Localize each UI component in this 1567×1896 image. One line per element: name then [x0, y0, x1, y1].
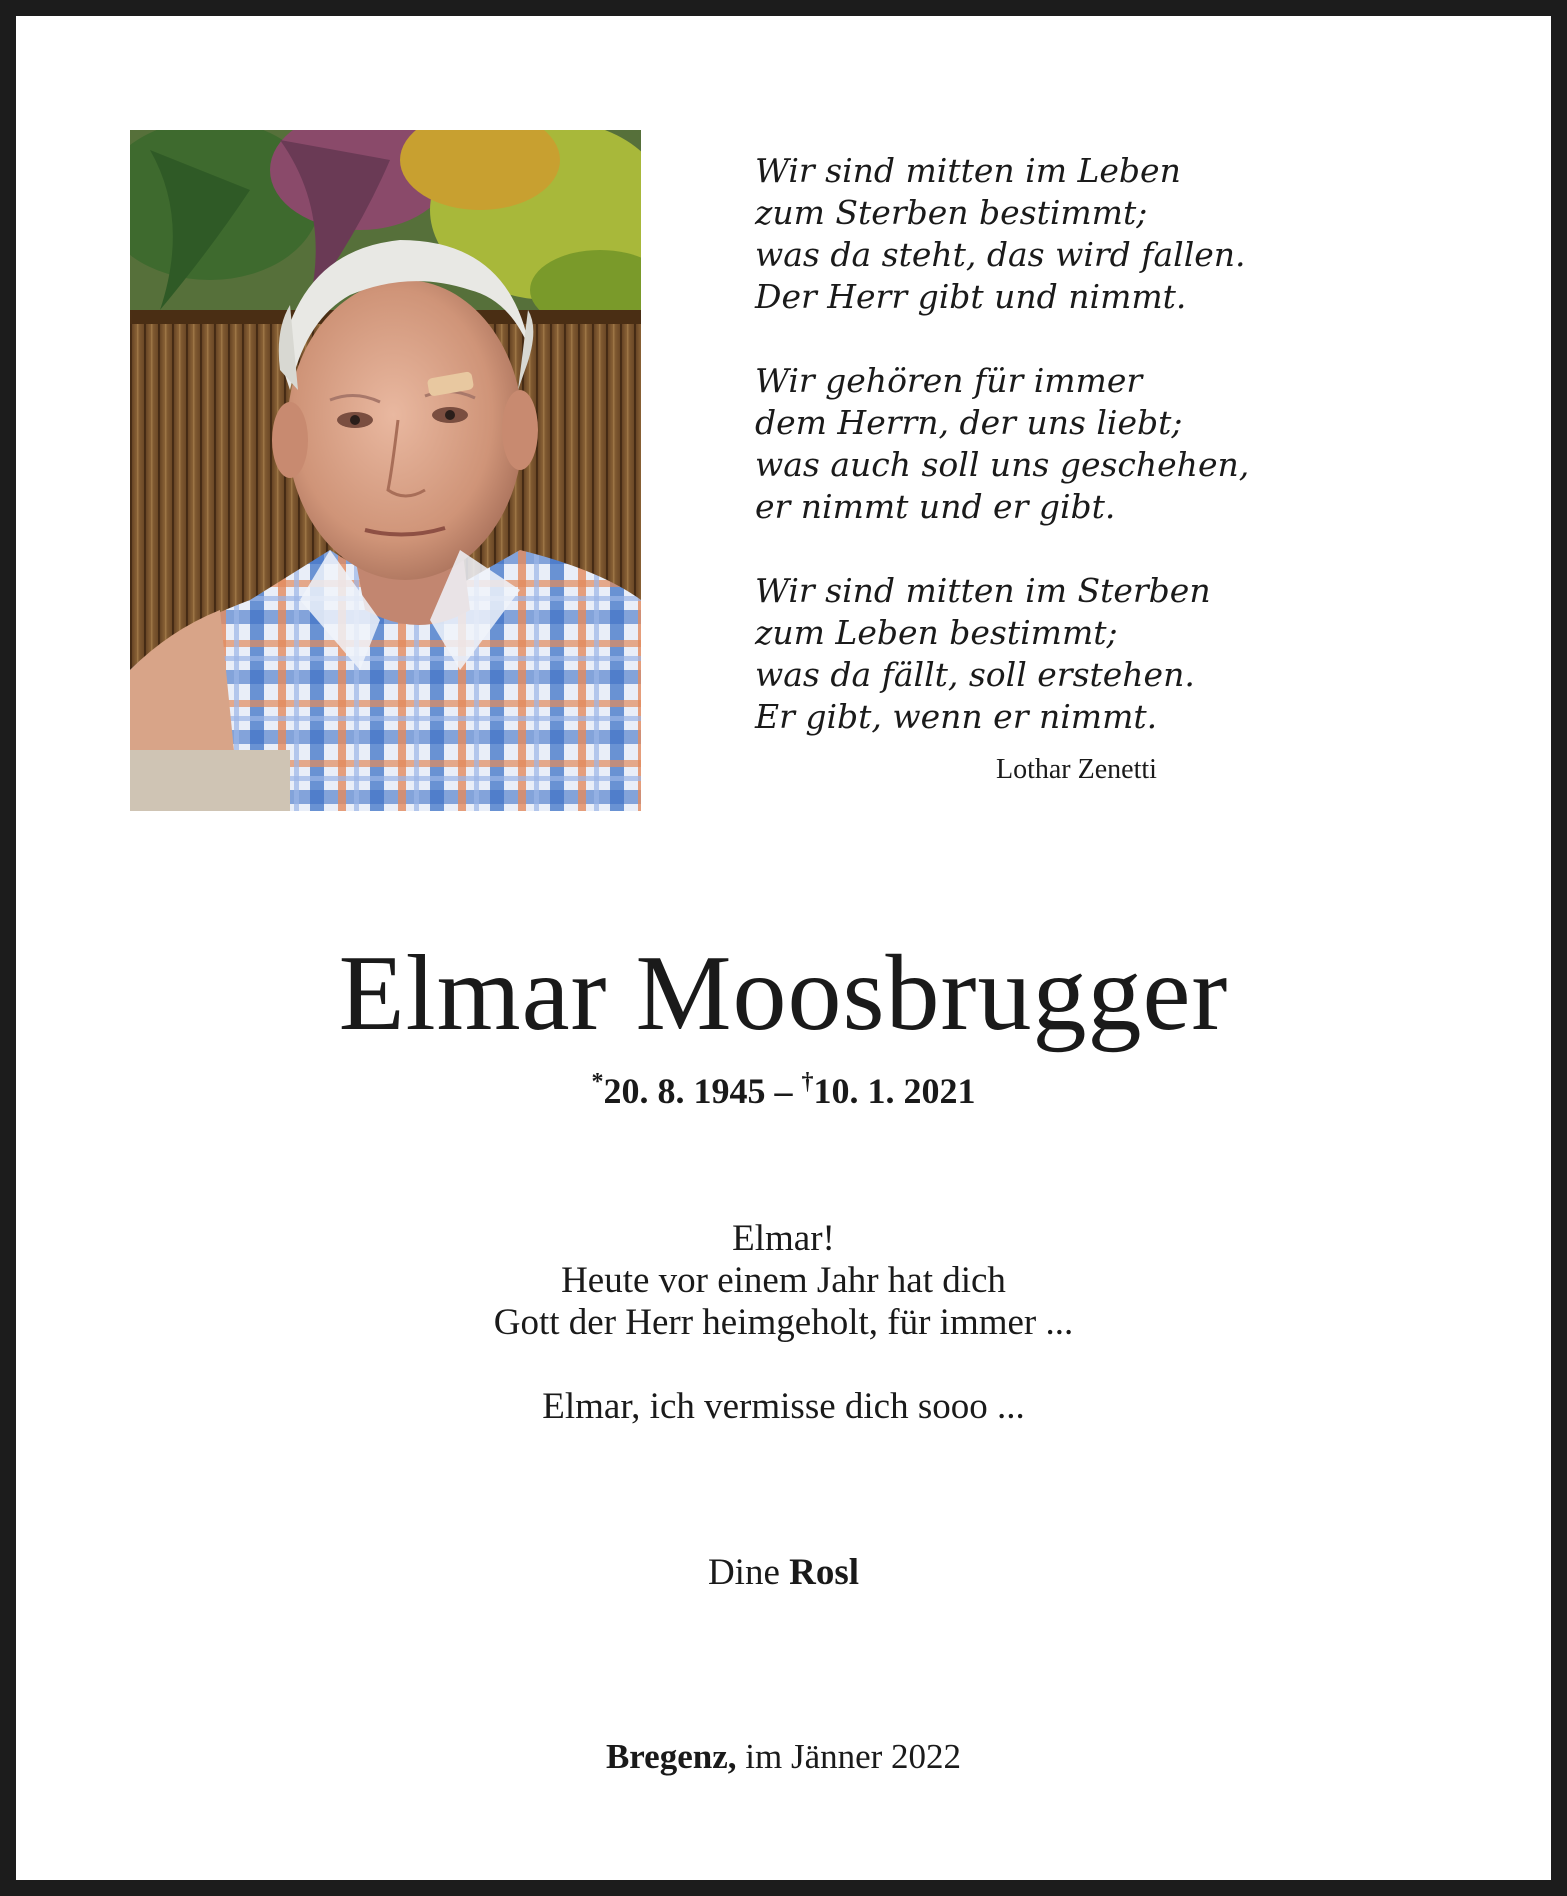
poem-stanza-3 [755, 570, 1315, 738]
poem-author: Lothar Zenetti [996, 754, 1157, 785]
birth-symbol: * [591, 1069, 604, 1095]
message-line: Heute vor einem Jahr hat dich [561, 1260, 1006, 1301]
poem-line: zum Sterben bestimmt; [755, 193, 1148, 232]
death-date: 10. 1. 2021 [813, 1071, 976, 1111]
portrait-photo [130, 130, 641, 811]
death-symbol: † [801, 1069, 814, 1095]
birth-date: 20. 8. 1945 [603, 1071, 766, 1111]
deceased-name: Elmar Moosbrugger [338, 934, 1229, 1053]
poem-line: Wir sind mitten im Leben [755, 151, 1181, 190]
poem-line: was da fällt, soll erstehen. [755, 655, 1195, 694]
poem [755, 150, 1315, 738]
poem-stanza-1 [755, 150, 1315, 318]
obituary-page [16, 16, 1551, 1880]
place-date: im Jänner 2022 [745, 1737, 962, 1776]
place-and-date [16, 1734, 1551, 1780]
poem-line: Wir sind mitten im Sterben [755, 571, 1211, 610]
poem-line: Der Herr gibt und nimmt. [755, 277, 1187, 316]
signature-name: Rosl [789, 1552, 860, 1593]
signature [16, 1550, 1551, 1596]
memorial-message [16, 1218, 1551, 1428]
poem-line: Wir gehören für immer [755, 361, 1143, 400]
date-separator: – [765, 1071, 802, 1111]
poem-line: was auch soll uns geschehen, [755, 445, 1250, 484]
place-city: Bregenz, [605, 1737, 737, 1776]
poem-line: zum Leben bestimmt; [755, 613, 1118, 652]
poem-line: Er gibt, wenn er nimmt. [755, 697, 1158, 736]
message-line: Gott der Herr heimgeholt, für immer ... [493, 1302, 1074, 1343]
poem-line: dem Herrn, der uns liebt; [755, 403, 1183, 442]
poem-line: was da steht, das wird fallen. [755, 235, 1246, 274]
signature-prefix: Dine [707, 1552, 780, 1593]
message-line: Elmar, ich vermisse dich sooo ... [542, 1386, 1025, 1427]
poem-stanza-2 [755, 360, 1315, 528]
message-line: Elmar! [732, 1218, 835, 1259]
poem-line: er nimmt und er gibt. [755, 487, 1116, 526]
life-dates [16, 1060, 1551, 1113]
